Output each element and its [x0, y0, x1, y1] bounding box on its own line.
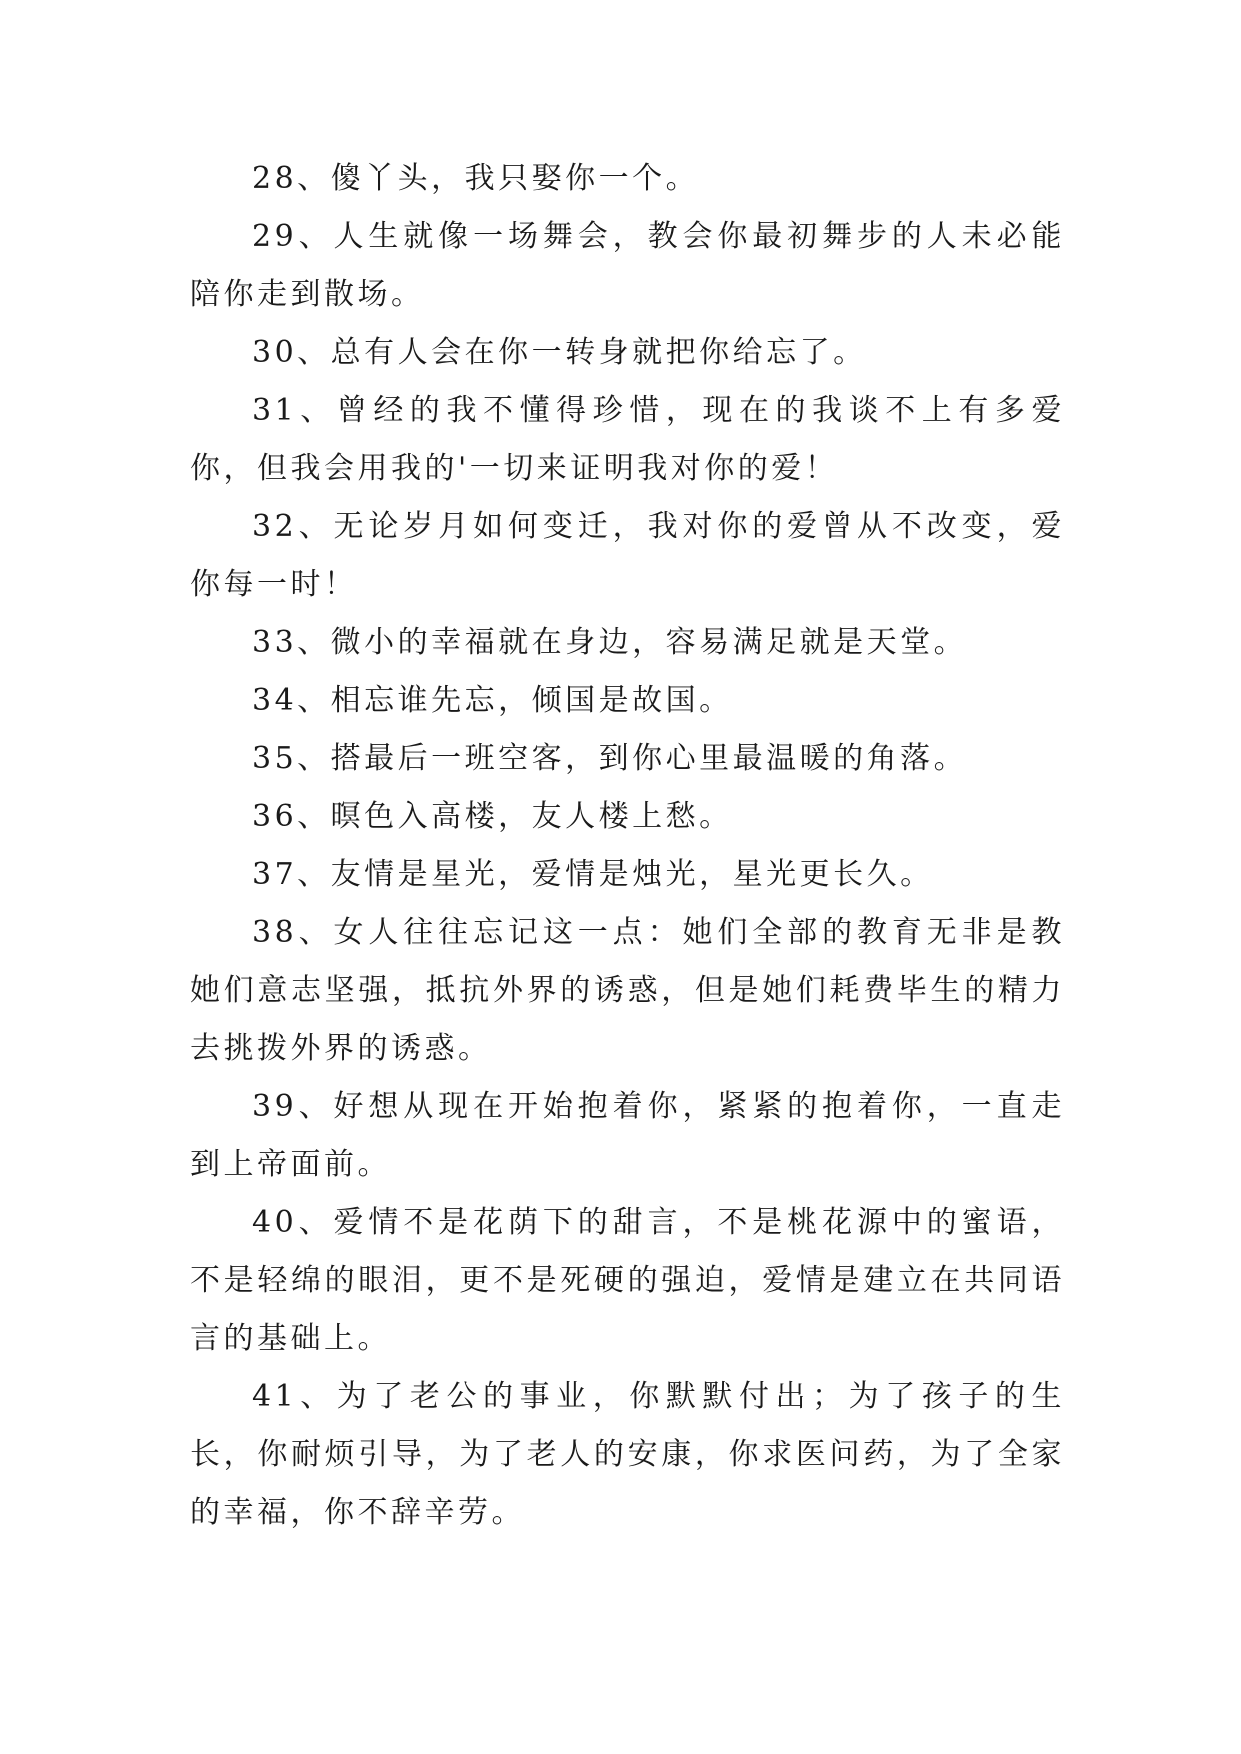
paragraph-40: 40、爱情不是花荫下的甜言，不是桃花源中的蜜语，不是轻绵的眼泪，更不是死硬的强迫，爱情是建立在共同语言的基础上。 — [190, 1205, 1065, 1356]
paragraph-29: 29、人生就像一场舞会，教会你最初舞步的人未必能陪你走到散场。 — [190, 219, 1065, 312]
paragraph-37: 37、友情是星光，爱情是烛光，星光更长久。 — [252, 857, 934, 892]
document-body — [190, 150, 1065, 1542]
paragraph-30: 30、总有人会在你一转身就把你给忘了。 — [252, 335, 867, 370]
paragraph-39: 39、好想从现在开始抱着你，紧紧的抱着你，一直走到上帝面前。 — [190, 1089, 1065, 1182]
paragraph-35: 35、搭最后一班空客，到你心里最温暖的角落。 — [252, 741, 968, 776]
paragraph-28: 28、傻丫头，我只娶你一个。 — [252, 161, 700, 196]
paragraph-41: 41、为了老公的事业，你默默付出；为了孩子的生长，你耐烦引导，为了老人的安康，你求医问药，为了全家的幸福，你不辞辛劳。 — [190, 1379, 1065, 1530]
paragraph-31: 31、曾经的我不懂得珍惜，现在的我谈不上有多爱你，但我会用我的'一切来证明我对你的爱！ — [190, 393, 1065, 486]
paragraph-34: 34、相忘谁先忘，倾国是故国。 — [252, 683, 733, 718]
paragraph-32: 32、无论岁月如何变迁，我对你的爱曾从不改变，爱你每一时！ — [190, 509, 1065, 602]
paragraph-33: 33、微小的幸福就在身边，容易满足就是天堂。 — [252, 625, 968, 660]
paragraph-36: 36、暝色入高楼，友人楼上愁。 — [252, 799, 733, 834]
paragraph-38: 38、女人往往忘记这一点：她们全部的教育无非是教她们意志坚强，抵抗外界的诱惑，但是她们耗费毕生的精力去挑拨外界的诱惑。 — [190, 915, 1065, 1066]
